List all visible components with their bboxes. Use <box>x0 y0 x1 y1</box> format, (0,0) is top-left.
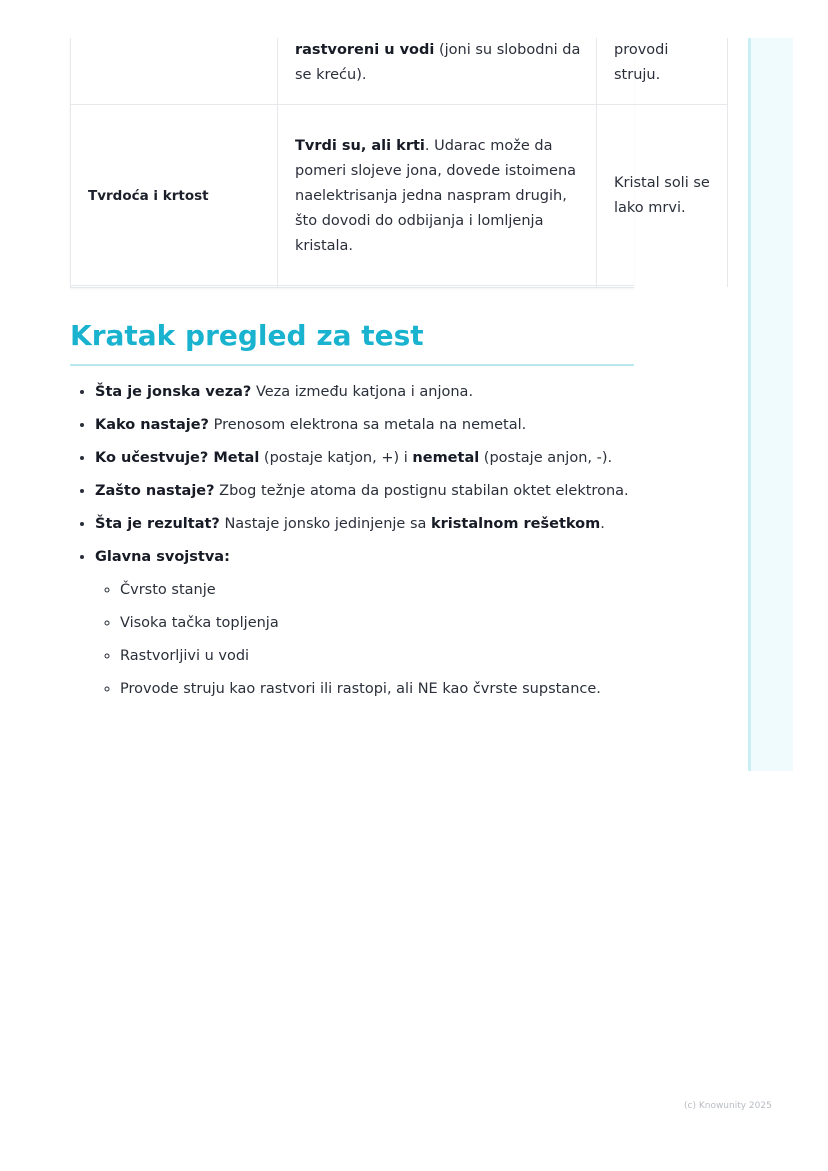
list-item: • Šta je jonska veza? Veza između katjona i anjona. <box>95 380 675 405</box>
sub-list-item: ◦ Čvrsto stanje <box>120 578 675 603</box>
table-cell-description: Tvrdi su, ali krti. Udarac može da pomeri slojeve jona, dovede istoimena naelektrisanja jedna naspram drugih, što dovodi do odbijanja i lomljenja kristala. <box>278 105 597 288</box>
list-item: • Kako nastaje? Prenosom elektrona sa metala na nemetal. <box>95 413 675 438</box>
list-item: • Glavna svojstva: ◦ Čvrsto stanje ◦ Visoka tačka topljenja ◦ Rastvorljivi u vodi ◦ Provode struju kao rastvori ili rastopi, ali NE kao čvrste supstance. <box>95 545 675 702</box>
sub-list-item: ◦ Provode struju kao rastvori ili rastopi, ali NE kao čvrste supstance. <box>120 677 675 702</box>
summary-list <box>70 380 675 702</box>
table-row <box>71 105 728 288</box>
footer-copyright: (c) Knowunity 2025 <box>684 1101 772 1111</box>
sub-list <box>95 578 675 702</box>
section-divider <box>70 285 634 286</box>
list-item: • Šta je rezultat? Nastaje jonsko jedinjenje sa kristalnom rešetkom. <box>95 512 675 537</box>
table-cell-example: Kristal soli se lako mrvi. <box>597 105 728 288</box>
properties-table <box>70 38 710 288</box>
table-cell-property <box>71 38 278 105</box>
table-cell-description: rastvoreni u vodi (joni su slobodni da se kreću). <box>278 38 597 105</box>
section-heading: Kratak pregled za test <box>70 316 634 366</box>
sub-list-item: ◦ Visoka tačka topljenja <box>120 611 675 636</box>
sub-list-item: ◦ Rastvorljivi u vodi <box>120 644 675 669</box>
table-cell-example: provodi struju. <box>597 38 728 105</box>
list-item: • Zašto nastaje? Zbog težnje atoma da postignu stabilan oktet elektrona. <box>95 479 675 504</box>
side-panel <box>748 38 793 771</box>
table-cell-property: Tvrdoća i krtost <box>71 105 278 288</box>
table-row <box>71 38 728 105</box>
list-item: • Ko učestvuje? Metal (postaje katjon, +) i nemetal (postaje anjon, -). <box>95 446 675 471</box>
